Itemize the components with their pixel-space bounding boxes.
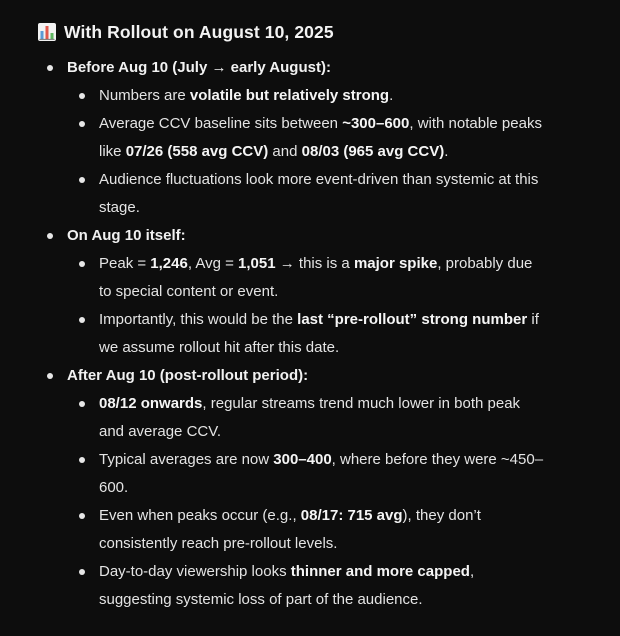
text-run: Day-to-day viewership looks bbox=[99, 563, 291, 580]
bold-text: 300–400 bbox=[273, 451, 332, 468]
section-item bbox=[37, 54, 597, 222]
bullet-icon bbox=[79, 121, 85, 127]
bullet-icon bbox=[47, 373, 53, 379]
heading-title: With Rollout on August 10, 2025 bbox=[64, 21, 334, 42]
sub-list bbox=[67, 250, 597, 362]
bullet-icon bbox=[79, 569, 85, 575]
list-item bbox=[67, 558, 547, 614]
bold-text: ~300–600 bbox=[342, 115, 410, 132]
text-run: , suggesting systemic loss of part of the audience. bbox=[99, 563, 475, 608]
text-run: . bbox=[389, 87, 394, 104]
section-label: After Aug 10 (post-rollout period): bbox=[67, 367, 309, 384]
sub-list bbox=[67, 82, 597, 222]
section-item bbox=[37, 222, 597, 362]
bullet-icon bbox=[47, 233, 53, 239]
bullet-icon bbox=[79, 177, 85, 183]
bold-text: major spike bbox=[353, 255, 438, 272]
text-run: , with notable peaks like bbox=[99, 115, 542, 160]
list-item bbox=[67, 166, 547, 222]
list-item bbox=[67, 250, 547, 306]
text-run: Importantly, this would be the bbox=[99, 311, 298, 328]
bold-text: 08/17: 715 avg bbox=[300, 507, 403, 524]
section-label: Before Aug 10 (July → early August): bbox=[67, 59, 331, 76]
text-run: , Avg = bbox=[187, 255, 239, 272]
bullet-icon bbox=[47, 65, 53, 71]
list-item bbox=[67, 110, 547, 166]
list-item bbox=[67, 502, 547, 558]
list-item bbox=[67, 306, 547, 362]
bar-chart-icon bbox=[37, 22, 57, 42]
section-heading bbox=[37, 18, 597, 46]
bold-text: thinner and more capped bbox=[290, 563, 470, 580]
bullet-icon bbox=[79, 513, 85, 519]
bold-text: 08/12 onwards bbox=[99, 395, 203, 412]
bold-text: 08/03 (965 avg CCV) bbox=[301, 143, 445, 160]
list-item bbox=[67, 82, 547, 110]
sub-list bbox=[67, 390, 597, 614]
list-item bbox=[67, 390, 547, 446]
bold-text: 1,051 bbox=[238, 255, 276, 272]
section-label: On Aug 10 itself: bbox=[67, 227, 186, 244]
bullet-icon bbox=[79, 457, 85, 463]
bold-text: 1,246 bbox=[150, 255, 188, 272]
bullet-icon bbox=[79, 93, 85, 99]
text-run: Peak = bbox=[99, 255, 151, 272]
text-run: and bbox=[268, 143, 302, 160]
text-run: Even when peaks occur (e.g., bbox=[99, 507, 301, 524]
bold-text: volatile but relatively strong bbox=[189, 87, 390, 104]
text-run: Average CCV baseline sits between bbox=[99, 115, 343, 132]
text-run: Audience fluctuations look more event-driven than systemic at this stage. bbox=[99, 171, 539, 216]
bold-text: 07/26 (558 avg CCV) bbox=[125, 143, 269, 160]
text-run: ), they don’t consistently reach pre-rollout levels. bbox=[99, 507, 481, 552]
bullet-icon bbox=[79, 401, 85, 407]
text-run: , regular streams trend much lower in both peak and average CCV. bbox=[99, 395, 521, 440]
bullet-icon bbox=[79, 261, 85, 267]
section-list bbox=[37, 54, 597, 614]
text-run: Typical averages are now bbox=[99, 451, 274, 468]
bullet-icon bbox=[79, 317, 85, 323]
bold-text: last “pre-rollout” strong number bbox=[297, 311, 528, 328]
text-run: , where before they were ~450–600. bbox=[99, 451, 544, 496]
text-run: . bbox=[444, 143, 449, 160]
section-item bbox=[37, 362, 597, 614]
text-run: , probably due to special content or event. bbox=[99, 255, 533, 300]
list-item bbox=[67, 446, 547, 502]
text-run: if we assume rollout hit after this date. bbox=[99, 311, 539, 356]
text-run: Numbers are bbox=[99, 87, 190, 104]
text-run: → this is a bbox=[275, 255, 354, 272]
message-content bbox=[37, 18, 597, 614]
